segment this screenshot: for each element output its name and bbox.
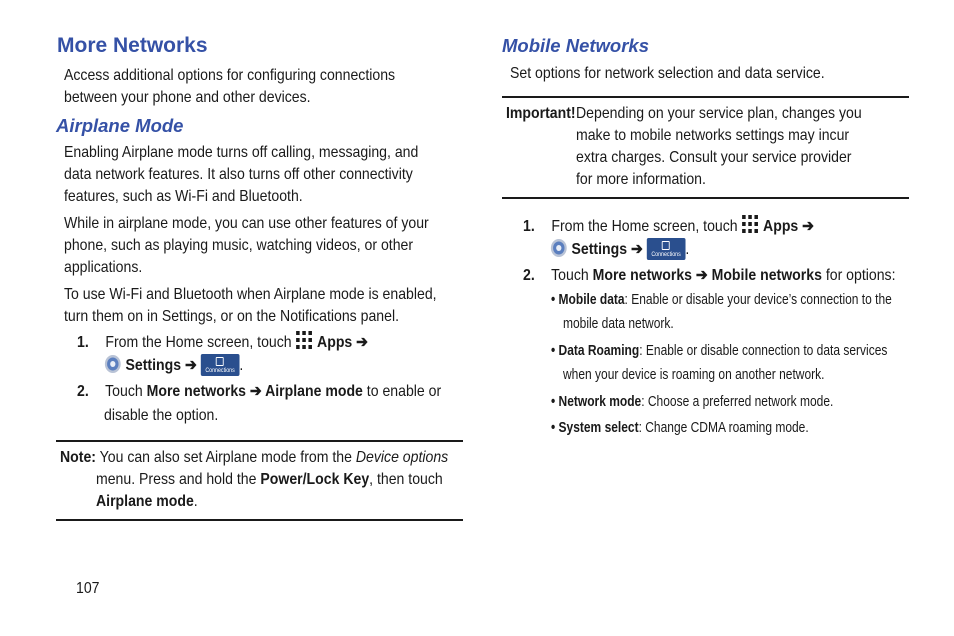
bullet-system-select: • System select: Change CDMA roaming mode.	[551, 419, 809, 436]
airplane-paragraph-1	[64, 142, 418, 208]
settings-label: Settings ➔	[571, 241, 643, 258]
step-2-line-2: disable the option.	[104, 407, 219, 424]
important-bottom-rule	[502, 197, 909, 199]
text-line: Access additional options for configuring connections	[64, 67, 396, 84]
text-line: extra charges. Consult your service provider	[576, 149, 852, 166]
step-2	[523, 265, 895, 287]
menu-path: More networks ➔ Mobile networks	[592, 267, 822, 284]
note-bottom-rule	[56, 519, 463, 521]
note-label: Note:	[60, 449, 96, 466]
text-line: phone, such as playing music, watching videos, or other	[64, 237, 414, 254]
connections-tab-icon: Connections	[647, 238, 686, 260]
bullet-mobile-data: • Mobile data: Enable or disable your device’s connection to the mobile data network.	[551, 288, 892, 336]
text-line: data network features. It also turns off other connectivity	[64, 166, 413, 183]
note-line-1	[60, 447, 448, 469]
menu-path: More networks ➔ Airplane mode	[146, 383, 363, 400]
note-text: menu. Press and hold the	[96, 471, 257, 488]
apps-label: Apps ➔	[317, 334, 368, 351]
text-line: features, such as Wi-Fi and Bluetooth.	[64, 188, 303, 205]
note-line-3	[96, 491, 198, 513]
connections-tab-icon: Connections	[201, 354, 240, 376]
step-text: Touch	[551, 267, 589, 284]
step-number: 2.	[523, 267, 535, 284]
bullet-text: when your device is roaming on another network.	[563, 366, 825, 383]
step-2	[77, 381, 441, 403]
step-number: 1.	[77, 334, 89, 351]
step-1-line-2	[550, 238, 689, 261]
text-line: for more information.	[576, 171, 706, 188]
bullet-text: mobile data network.	[563, 315, 674, 332]
page-title: More Networks	[57, 34, 208, 57]
page-number: 107	[76, 580, 100, 597]
bullet-text: : Enable or disable connection to data services	[639, 342, 888, 359]
note-bold: Airplane mode	[96, 493, 194, 510]
step-number: 1.	[523, 218, 535, 235]
text-line: Enabling Airplane mode turns off calling, messaging, and	[64, 144, 419, 161]
step-text: to enable or	[366, 383, 442, 400]
airplane-paragraph-3	[64, 284, 437, 328]
text-line: make to mobile networks settings may incur	[576, 127, 850, 144]
note-text: , then touch	[369, 471, 443, 488]
bullet-text: : Change CDMA roaming mode.	[638, 419, 809, 436]
important-text	[576, 103, 862, 191]
step-1	[77, 330, 368, 354]
important-label	[506, 103, 576, 125]
note-line-2	[96, 469, 443, 491]
step-1-line-2	[104, 354, 243, 377]
period: .	[239, 357, 244, 374]
note-bold: Power/Lock Key	[260, 471, 370, 488]
step-text: From the Home screen, touch	[551, 218, 738, 235]
settings-label: Settings ➔	[125, 357, 197, 374]
step-1	[523, 214, 814, 238]
apps-grid-icon	[742, 214, 760, 234]
text-line: turn them on in Settings, or on the Notifications panel.	[64, 308, 399, 325]
note-text: .	[193, 493, 198, 510]
important-label-text: Important!	[506, 105, 576, 122]
text-line: between your phone and other devices.	[64, 89, 311, 106]
note-text: You can also set Airplane mode from the	[99, 449, 352, 466]
mobile-networks-heading: Mobile Networks	[502, 35, 649, 56]
airplane-mode-heading: Airplane Mode	[56, 115, 184, 136]
note-italic: Device options	[355, 449, 449, 466]
note-top-rule	[56, 440, 463, 442]
step-text: Touch	[105, 383, 143, 400]
settings-gear-icon	[104, 354, 122, 374]
bullet-text: : Enable or disable your device’s connection to the	[624, 291, 892, 308]
step-number: 2.	[77, 383, 89, 400]
bullet-text: : Choose a preferred network mode.	[641, 393, 834, 410]
step-text: From the Home screen, touch	[105, 334, 292, 351]
bullet-data-roaming: • Data Roaming: Enable or disable connection to data services when your device is roaming on another network.	[551, 339, 887, 387]
apps-label: Apps ➔	[763, 218, 814, 235]
step-text: for options:	[825, 267, 896, 284]
period: .	[685, 241, 690, 258]
bullet-term: System select	[558, 419, 639, 436]
text-line: While in airplane mode, you can use other features of your	[64, 215, 429, 232]
important-top-rule	[502, 96, 909, 98]
text-line: To use Wi-Fi and Bluetooth when Airplane mode is enabled,	[64, 286, 437, 303]
bullet-term: Mobile data	[558, 291, 625, 308]
airplane-paragraph-2	[64, 213, 429, 279]
settings-gear-icon	[550, 238, 568, 258]
bullet-network-mode: • Network mode: Choose a preferred network mode.	[551, 393, 834, 410]
intro-paragraph	[64, 65, 395, 109]
mobile-intro: Set options for network selection and data service.	[510, 65, 825, 82]
apps-grid-icon	[296, 330, 314, 350]
bullet-term: Data Roaming	[558, 342, 640, 359]
text-line: applications.	[64, 259, 143, 276]
text-line: Depending on your service plan, changes you	[576, 105, 862, 122]
bullet-term: Network mode	[558, 393, 642, 410]
